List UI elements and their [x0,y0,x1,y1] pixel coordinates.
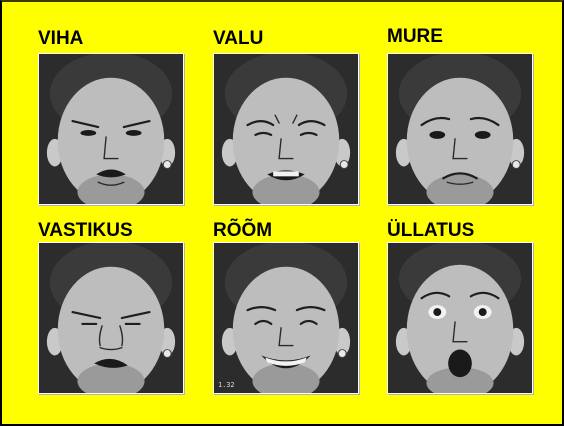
label-mure: MURE [387,26,443,47]
face-pain-image [214,54,358,204]
face-photo-joy [213,242,359,394]
face-surprise-image [388,243,532,393]
face-joy-image [214,243,358,393]
label-valu: VALU [213,28,264,49]
face-anger-image [39,54,183,204]
face-photo-pain [213,53,359,205]
face-photo-disgust [38,242,184,394]
face-photo-surprise [387,242,533,394]
face-photo-anger [38,53,184,205]
face-sadness-image [388,54,532,204]
label-room: RÕÕM [213,220,273,241]
face-disgust-image [39,243,183,393]
face-photo-sadness [387,53,533,205]
timecode-stamp: 1.32 [217,381,235,390]
label-viha: VIHA [38,28,84,49]
label-ullatus: ÜLLATUS [387,220,475,241]
label-vastikus: VASTIKUS [38,220,133,241]
